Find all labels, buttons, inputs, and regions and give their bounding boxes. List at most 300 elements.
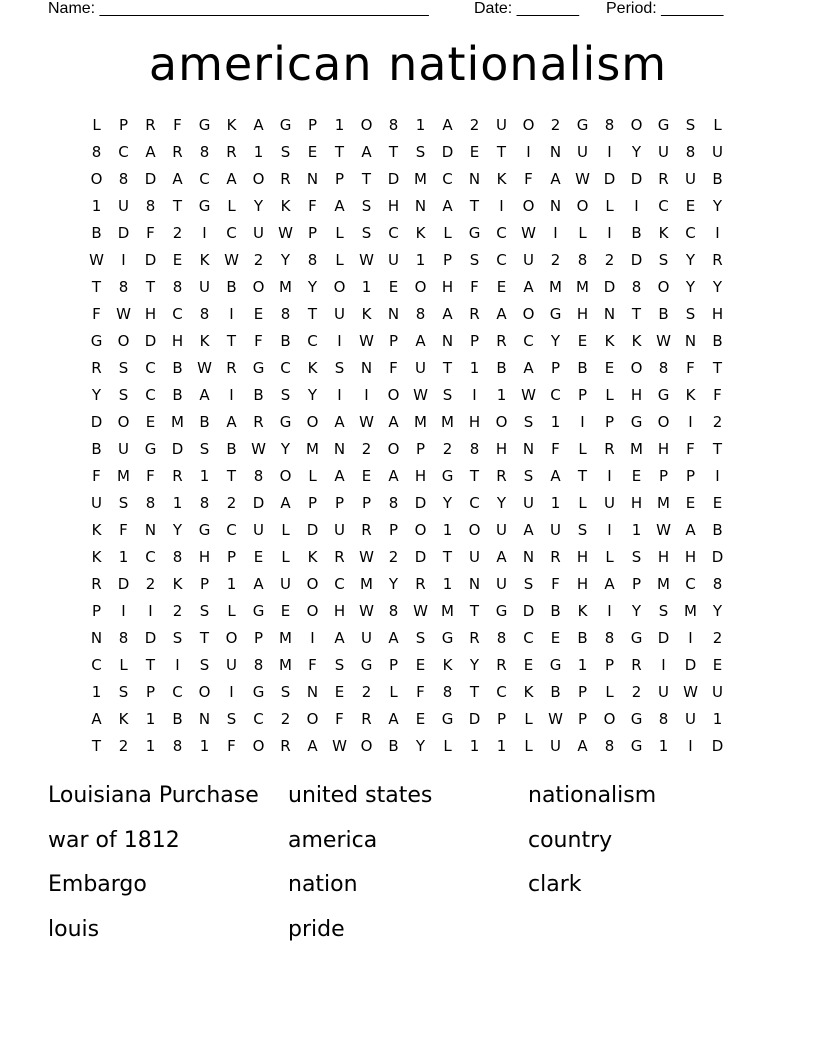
grid-letter[interactable]: R bbox=[496, 467, 507, 485]
grid-letter[interactable]: H bbox=[468, 413, 481, 431]
grid-letter[interactable]: L bbox=[389, 683, 398, 701]
grid-letter[interactable]: A bbox=[253, 116, 264, 134]
grid-letter[interactable]: A bbox=[388, 710, 399, 728]
grid-letter[interactable]: 2 bbox=[550, 251, 561, 269]
grid-letter[interactable]: T bbox=[199, 629, 210, 647]
grid-letter[interactable]: H bbox=[630, 386, 643, 404]
grid-letter[interactable]: C bbox=[550, 386, 561, 404]
grid-letter[interactable]: 1 bbox=[631, 521, 642, 539]
grid-letter[interactable]: S bbox=[523, 467, 534, 485]
grid-letter[interactable]: G bbox=[495, 602, 508, 620]
grid-letter[interactable]: I bbox=[337, 386, 342, 404]
grid-letter[interactable]: R bbox=[280, 737, 291, 755]
grid-letter[interactable]: U bbox=[334, 305, 345, 323]
grid-letter[interactable]: E bbox=[415, 710, 426, 728]
grid-letter[interactable]: E bbox=[172, 251, 183, 269]
grid-letter[interactable]: O bbox=[306, 710, 319, 728]
grid-letter[interactable]: C bbox=[226, 224, 237, 242]
grid-letter[interactable]: N bbox=[522, 440, 535, 458]
grid-letter[interactable]: 2 bbox=[118, 737, 129, 755]
grid-letter[interactable]: 8 bbox=[172, 737, 183, 755]
grid-letter[interactable]: K bbox=[226, 116, 237, 134]
grid-letter[interactable]: L bbox=[335, 224, 344, 242]
grid-letter[interactable]: F bbox=[470, 278, 479, 296]
grid-letter[interactable]: O bbox=[306, 575, 319, 593]
grid-letter[interactable]: A bbox=[388, 467, 399, 485]
grid-letter[interactable]: S bbox=[685, 116, 696, 134]
grid-letter[interactable]: W bbox=[89, 251, 104, 269]
grid-letter[interactable]: O bbox=[630, 359, 643, 377]
grid-letter[interactable]: F bbox=[686, 440, 695, 458]
grid-letter[interactable]: A bbox=[91, 710, 102, 728]
grid-letter[interactable]: D bbox=[522, 602, 535, 620]
grid-letter[interactable]: O bbox=[279, 467, 292, 485]
grid-letter[interactable]: C bbox=[685, 575, 696, 593]
grid-letter[interactable]: B bbox=[577, 359, 588, 377]
grid-letter[interactable]: P bbox=[577, 710, 588, 728]
grid-letter[interactable]: 8 bbox=[658, 710, 669, 728]
grid-letter[interactable]: R bbox=[172, 467, 183, 485]
grid-letter[interactable]: 1 bbox=[469, 359, 480, 377]
grid-letter[interactable]: A bbox=[226, 170, 237, 188]
grid-letter[interactable]: E bbox=[415, 656, 426, 674]
grid-letter[interactable]: W bbox=[656, 332, 671, 350]
grid-letter[interactable]: S bbox=[685, 305, 696, 323]
grid-letter[interactable]: N bbox=[198, 710, 211, 728]
grid-letter[interactable]: A bbox=[334, 629, 345, 647]
grid-letter[interactable]: T bbox=[361, 170, 372, 188]
grid-letter[interactable]: A bbox=[361, 143, 372, 161]
grid-letter[interactable]: 2 bbox=[226, 494, 237, 512]
grid-letter[interactable]: W bbox=[359, 413, 374, 431]
grid-letter[interactable]: T bbox=[145, 656, 156, 674]
grid-letter[interactable]: R bbox=[415, 575, 426, 593]
grid-letter[interactable]: 8 bbox=[145, 494, 156, 512]
grid-letter[interactable]: I bbox=[607, 467, 612, 485]
grid-letter[interactable]: L bbox=[605, 197, 614, 215]
grid-letter[interactable]: U bbox=[658, 683, 669, 701]
grid-letter[interactable]: H bbox=[333, 602, 346, 620]
grid-letter[interactable]: A bbox=[388, 629, 399, 647]
grid-letter[interactable]: W bbox=[116, 305, 131, 323]
grid-letter[interactable]: F bbox=[389, 359, 398, 377]
grid-letter[interactable]: A bbox=[334, 197, 345, 215]
grid-letter[interactable]: T bbox=[226, 332, 237, 350]
grid-letter[interactable]: N bbox=[549, 197, 562, 215]
grid-letter[interactable]: G bbox=[549, 656, 562, 674]
grid-letter[interactable]: O bbox=[522, 197, 535, 215]
grid-letter[interactable]: G bbox=[90, 332, 103, 350]
grid-letter[interactable]: 1 bbox=[253, 143, 264, 161]
grid-letter[interactable]: O bbox=[198, 683, 211, 701]
grid-letter[interactable]: F bbox=[551, 440, 560, 458]
grid-letter[interactable]: C bbox=[658, 197, 669, 215]
grid-letter[interactable]: Y bbox=[685, 251, 696, 269]
grid-letter[interactable]: W bbox=[359, 332, 374, 350]
grid-letter[interactable]: H bbox=[495, 440, 508, 458]
grid-letter[interactable]: R bbox=[226, 359, 237, 377]
grid-letter[interactable]: K bbox=[307, 548, 318, 566]
grid-letter[interactable]: C bbox=[172, 305, 183, 323]
grid-letter[interactable]: K bbox=[118, 710, 129, 728]
grid-letter[interactable]: G bbox=[657, 386, 670, 404]
grid-letter[interactable]: M bbox=[576, 278, 589, 296]
grid-letter[interactable]: G bbox=[198, 521, 211, 539]
grid-letter[interactable]: N bbox=[306, 170, 319, 188]
grid-letter[interactable]: Y bbox=[712, 602, 723, 620]
grid-letter[interactable]: D bbox=[630, 170, 643, 188]
grid-letter[interactable]: A bbox=[145, 143, 156, 161]
grid-letter[interactable]: S bbox=[199, 440, 210, 458]
grid-letter[interactable]: 1 bbox=[415, 251, 426, 269]
grid-letter[interactable]: L bbox=[119, 656, 128, 674]
grid-letter[interactable]: E bbox=[334, 683, 345, 701]
grid-letter[interactable]: 1 bbox=[658, 737, 669, 755]
grid-letter[interactable]: S bbox=[442, 386, 453, 404]
grid-letter[interactable]: U bbox=[523, 251, 534, 269]
grid-letter[interactable]: 8 bbox=[415, 305, 426, 323]
grid-letter[interactable]: S bbox=[631, 548, 642, 566]
grid-letter[interactable]: E bbox=[631, 467, 642, 485]
grid-letter[interactable]: K bbox=[172, 575, 183, 593]
grid-letter[interactable]: G bbox=[360, 656, 373, 674]
grid-letter[interactable]: U bbox=[496, 521, 507, 539]
grid-letter[interactable]: U bbox=[496, 575, 507, 593]
grid-letter[interactable]: I bbox=[121, 602, 126, 620]
grid-letter[interactable]: E bbox=[550, 629, 561, 647]
grid-letter[interactable]: O bbox=[333, 278, 346, 296]
grid-letter[interactable]: N bbox=[90, 629, 103, 647]
grid-letter[interactable]: P bbox=[658, 467, 669, 485]
grid-letter[interactable]: E bbox=[685, 197, 696, 215]
grid-letter[interactable]: Y bbox=[307, 386, 318, 404]
grid-letter[interactable]: H bbox=[576, 575, 589, 593]
grid-letter[interactable]: E bbox=[523, 656, 534, 674]
grid-letter[interactable]: M bbox=[657, 575, 670, 593]
grid-letter[interactable]: S bbox=[280, 683, 291, 701]
grid-letter[interactable]: P bbox=[253, 629, 264, 647]
grid-letter[interactable]: I bbox=[553, 224, 558, 242]
grid-letter[interactable]: F bbox=[146, 467, 155, 485]
grid-letter[interactable]: U bbox=[226, 656, 237, 674]
grid-letter[interactable]: U bbox=[523, 494, 534, 512]
grid-letter[interactable]: L bbox=[524, 710, 533, 728]
grid-letter[interactable]: C bbox=[253, 710, 264, 728]
grid-letter[interactable]: A bbox=[685, 521, 696, 539]
grid-letter[interactable]: Y bbox=[442, 494, 453, 512]
grid-letter[interactable]: 2 bbox=[172, 224, 183, 242]
grid-letter[interactable]: M bbox=[117, 467, 130, 485]
grid-letter[interactable]: T bbox=[712, 359, 723, 377]
grid-letter[interactable]: T bbox=[469, 197, 480, 215]
grid-letter[interactable]: L bbox=[443, 737, 452, 755]
grid-letter[interactable]: G bbox=[441, 467, 454, 485]
grid-letter[interactable]: 8 bbox=[712, 575, 723, 593]
grid-letter[interactable]: 1 bbox=[145, 737, 156, 755]
grid-letter[interactable]: Y bbox=[280, 440, 291, 458]
grid-letter[interactable]: H bbox=[657, 440, 670, 458]
grid-letter[interactable]: A bbox=[334, 413, 345, 431]
grid-letter[interactable]: I bbox=[202, 224, 207, 242]
grid-letter[interactable]: 1 bbox=[361, 278, 372, 296]
grid-letter[interactable]: C bbox=[145, 548, 156, 566]
grid-letter[interactable]: L bbox=[281, 548, 290, 566]
grid-letter[interactable]: B bbox=[253, 386, 264, 404]
grid-letter[interactable]: K bbox=[685, 386, 696, 404]
grid-letter[interactable]: L bbox=[578, 494, 587, 512]
grid-letter[interactable]: 2 bbox=[361, 440, 372, 458]
grid-letter[interactable]: 8 bbox=[307, 251, 318, 269]
grid-letter[interactable]: P bbox=[469, 332, 480, 350]
grid-letter[interactable]: Y bbox=[496, 494, 507, 512]
grid-letter[interactable]: 2 bbox=[712, 413, 723, 431]
grid-letter[interactable]: C bbox=[523, 332, 534, 350]
grid-letter[interactable]: C bbox=[388, 224, 399, 242]
grid-letter[interactable]: H bbox=[198, 548, 211, 566]
grid-letter[interactable]: D bbox=[414, 548, 427, 566]
grid-letter[interactable]: C bbox=[91, 656, 102, 674]
grid-letter[interactable]: U bbox=[469, 548, 480, 566]
grid-letter[interactable]: 1 bbox=[442, 521, 453, 539]
grid-letter[interactable]: C bbox=[496, 683, 507, 701]
grid-letter[interactable]: R bbox=[550, 548, 561, 566]
grid-letter[interactable]: Y bbox=[307, 278, 318, 296]
grid-letter[interactable]: U bbox=[118, 440, 129, 458]
grid-letter[interactable]: O bbox=[468, 521, 481, 539]
grid-letter[interactable]: G bbox=[198, 116, 211, 134]
grid-letter[interactable]: O bbox=[522, 116, 535, 134]
grid-letter[interactable]: 8 bbox=[199, 494, 210, 512]
grid-letter[interactable]: P bbox=[577, 683, 588, 701]
grid-letter[interactable]: I bbox=[229, 386, 234, 404]
grid-letter[interactable]: M bbox=[279, 629, 292, 647]
grid-letter[interactable]: A bbox=[388, 413, 399, 431]
grid-letter[interactable]: M bbox=[414, 170, 427, 188]
grid-letter[interactable]: B bbox=[280, 332, 291, 350]
grid-letter[interactable]: 2 bbox=[442, 440, 453, 458]
grid-letter[interactable]: E bbox=[361, 467, 372, 485]
grid-letter[interactable]: S bbox=[361, 224, 372, 242]
grid-letter[interactable]: 8 bbox=[172, 278, 183, 296]
grid-letter[interactable]: N bbox=[684, 332, 697, 350]
grid-letter[interactable]: G bbox=[144, 440, 157, 458]
grid-letter[interactable]: H bbox=[171, 332, 184, 350]
grid-letter[interactable]: N bbox=[468, 575, 481, 593]
grid-letter[interactable]: Y bbox=[280, 251, 291, 269]
grid-letter[interactable]: S bbox=[523, 413, 534, 431]
grid-letter[interactable]: D bbox=[468, 710, 481, 728]
grid-letter[interactable]: G bbox=[252, 359, 265, 377]
grid-letter[interactable]: P bbox=[631, 575, 642, 593]
grid-letter[interactable]: P bbox=[334, 494, 345, 512]
grid-letter[interactable]: 1 bbox=[469, 737, 480, 755]
grid-letter[interactable]: O bbox=[414, 278, 427, 296]
grid-letter[interactable]: D bbox=[630, 251, 643, 269]
grid-letter[interactable]: I bbox=[526, 143, 531, 161]
grid-letter[interactable]: B bbox=[91, 440, 102, 458]
grid-letter[interactable]: U bbox=[253, 521, 264, 539]
grid-letter[interactable]: D bbox=[90, 413, 103, 431]
grid-letter[interactable]: E bbox=[577, 332, 588, 350]
grid-letter[interactable]: 8 bbox=[631, 278, 642, 296]
grid-letter[interactable]: L bbox=[335, 251, 344, 269]
grid-letter[interactable]: R bbox=[361, 710, 372, 728]
grid-letter[interactable]: G bbox=[630, 629, 643, 647]
grid-letter[interactable]: B bbox=[496, 359, 507, 377]
grid-letter[interactable]: C bbox=[172, 683, 183, 701]
grid-letter[interactable]: B bbox=[550, 602, 561, 620]
grid-letter[interactable]: W bbox=[332, 737, 347, 755]
grid-letter[interactable]: T bbox=[145, 278, 156, 296]
grid-letter[interactable]: 2 bbox=[469, 116, 480, 134]
grid-letter[interactable]: K bbox=[307, 359, 318, 377]
grid-letter[interactable]: F bbox=[92, 305, 101, 323]
grid-letter[interactable]: G bbox=[198, 197, 211, 215]
grid-letter[interactable]: U bbox=[712, 683, 723, 701]
grid-letter[interactable]: S bbox=[118, 683, 129, 701]
grid-letter[interactable]: D bbox=[441, 143, 454, 161]
grid-letter[interactable]: O bbox=[225, 629, 238, 647]
grid-letter[interactable]: I bbox=[688, 737, 693, 755]
grid-letter[interactable]: O bbox=[117, 413, 130, 431]
grid-letter[interactable]: K bbox=[199, 251, 210, 269]
grid-letter[interactable]: R bbox=[172, 143, 183, 161]
grid-letter[interactable]: R bbox=[496, 656, 507, 674]
grid-letter[interactable]: F bbox=[119, 521, 128, 539]
grid-letter[interactable]: W bbox=[575, 170, 590, 188]
grid-letter[interactable]: K bbox=[658, 224, 669, 242]
grid-letter[interactable]: I bbox=[688, 413, 693, 431]
grid-letter[interactable]: N bbox=[144, 521, 157, 539]
grid-letter[interactable]: B bbox=[550, 683, 561, 701]
grid-letter[interactable]: D bbox=[306, 521, 319, 539]
grid-letter[interactable]: C bbox=[307, 332, 318, 350]
grid-letter[interactable]: P bbox=[226, 548, 237, 566]
grid-letter[interactable]: A bbox=[226, 413, 237, 431]
grid-letter[interactable]: 8 bbox=[577, 251, 588, 269]
grid-letter[interactable]: K bbox=[415, 224, 426, 242]
grid-letter[interactable]: T bbox=[469, 467, 480, 485]
grid-letter[interactable]: O bbox=[657, 278, 670, 296]
grid-letter[interactable]: I bbox=[607, 224, 612, 242]
grid-letter[interactable]: 1 bbox=[199, 467, 210, 485]
grid-letter[interactable]: Y bbox=[712, 197, 723, 215]
grid-letter[interactable]: T bbox=[334, 143, 345, 161]
grid-letter[interactable]: Y bbox=[631, 602, 642, 620]
grid-letter[interactable]: U bbox=[658, 143, 669, 161]
grid-letter[interactable]: A bbox=[172, 170, 183, 188]
grid-letter[interactable]: D bbox=[414, 494, 427, 512]
grid-letter[interactable]: Y bbox=[712, 278, 723, 296]
grid-letter[interactable]: S bbox=[469, 251, 480, 269]
grid-letter[interactable]: U bbox=[577, 143, 588, 161]
grid-letter[interactable]: S bbox=[199, 656, 210, 674]
grid-letter[interactable]: L bbox=[308, 467, 317, 485]
grid-letter[interactable]: H bbox=[414, 467, 427, 485]
grid-letter[interactable]: W bbox=[548, 710, 563, 728]
grid-letter[interactable]: T bbox=[442, 359, 453, 377]
grid-letter[interactable]: 8 bbox=[469, 440, 480, 458]
grid-letter[interactable]: A bbox=[523, 359, 534, 377]
grid-letter[interactable]: K bbox=[631, 332, 642, 350]
grid-letter[interactable]: S bbox=[658, 251, 669, 269]
grid-letter[interactable]: 1 bbox=[91, 683, 102, 701]
grid-letter[interactable]: I bbox=[607, 521, 612, 539]
grid-letter[interactable]: O bbox=[306, 413, 319, 431]
grid-letter[interactable]: W bbox=[521, 224, 536, 242]
grid-letter[interactable]: B bbox=[712, 332, 723, 350]
grid-letter[interactable]: D bbox=[603, 278, 616, 296]
grid-letter[interactable]: R bbox=[496, 332, 507, 350]
grid-letter[interactable]: D bbox=[603, 170, 616, 188]
grid-letter[interactable]: N bbox=[522, 548, 535, 566]
grid-letter[interactable]: A bbox=[496, 305, 507, 323]
grid-letter[interactable]: F bbox=[227, 737, 236, 755]
grid-letter[interactable]: S bbox=[415, 143, 426, 161]
grid-letter[interactable]: M bbox=[549, 278, 562, 296]
grid-letter[interactable]: 1 bbox=[496, 737, 507, 755]
grid-letter[interactable]: O bbox=[252, 737, 265, 755]
grid-letter[interactable]: I bbox=[607, 602, 612, 620]
grid-letter[interactable]: A bbox=[577, 737, 588, 755]
grid-letter[interactable]: 2 bbox=[253, 251, 264, 269]
grid-letter[interactable]: C bbox=[496, 224, 507, 242]
grid-letter[interactable]: N bbox=[414, 197, 427, 215]
grid-letter[interactable]: K bbox=[442, 656, 453, 674]
grid-letter[interactable]: I bbox=[715, 224, 720, 242]
grid-letter[interactable]: 1 bbox=[577, 656, 588, 674]
grid-letter[interactable]: Y bbox=[388, 575, 399, 593]
grid-letter[interactable]: R bbox=[658, 170, 669, 188]
grid-letter[interactable]: A bbox=[280, 494, 291, 512]
grid-letter[interactable]: 8 bbox=[280, 305, 291, 323]
grid-letter[interactable]: 2 bbox=[145, 575, 156, 593]
grid-letter[interactable]: F bbox=[308, 656, 317, 674]
grid-letter[interactable]: G bbox=[468, 224, 481, 242]
grid-letter[interactable]: N bbox=[549, 143, 562, 161]
grid-letter[interactable]: I bbox=[661, 656, 666, 674]
grid-letter[interactable]: P bbox=[550, 359, 561, 377]
grid-letter[interactable]: R bbox=[334, 548, 345, 566]
grid-letter[interactable]: 1 bbox=[496, 386, 507, 404]
grid-letter[interactable]: D bbox=[144, 170, 157, 188]
grid-letter[interactable]: F bbox=[416, 683, 425, 701]
grid-letter[interactable]: W bbox=[197, 359, 212, 377]
grid-letter[interactable]: 8 bbox=[388, 602, 399, 620]
grid-letter[interactable]: E bbox=[712, 656, 723, 674]
grid-letter[interactable]: F bbox=[686, 359, 695, 377]
grid-letter[interactable]: 8 bbox=[685, 143, 696, 161]
grid-letter[interactable]: O bbox=[603, 710, 616, 728]
grid-letter[interactable]: M bbox=[171, 413, 184, 431]
grid-letter[interactable]: I bbox=[607, 143, 612, 161]
grid-letter[interactable]: T bbox=[469, 683, 480, 701]
grid-letter[interactable]: M bbox=[441, 413, 454, 431]
grid-letter[interactable]: N bbox=[441, 332, 454, 350]
grid-letter[interactable]: D bbox=[387, 170, 400, 188]
grid-letter[interactable]: F bbox=[92, 467, 101, 485]
grid-letter[interactable]: I bbox=[634, 197, 639, 215]
grid-letter[interactable]: S bbox=[280, 386, 291, 404]
grid-letter[interactable]: S bbox=[172, 629, 183, 647]
grid-letter[interactable]: C bbox=[280, 359, 291, 377]
grid-letter[interactable]: F bbox=[173, 116, 182, 134]
grid-letter[interactable]: T bbox=[307, 305, 318, 323]
grid-letter[interactable]: 1 bbox=[145, 710, 156, 728]
grid-letter[interactable]: T bbox=[226, 467, 237, 485]
grid-letter[interactable]: A bbox=[442, 305, 453, 323]
grid-letter[interactable]: 8 bbox=[604, 116, 615, 134]
